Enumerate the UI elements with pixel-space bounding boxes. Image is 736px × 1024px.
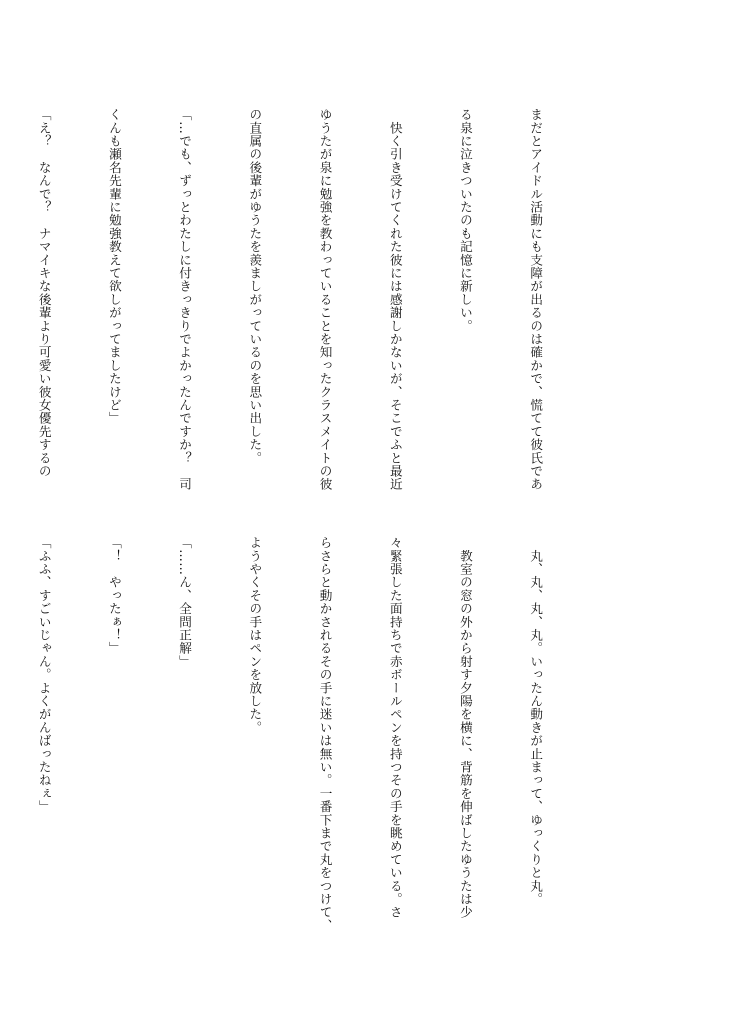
- text-block-upper: [36, 108, 594, 491]
- text-block-lower: [36, 536, 594, 932]
- text-line: 々緊張した面持ちで赤ボールペンを持つその手を眺めている。さ: [387, 536, 403, 919]
- text-line: くんも瀬名先輩に勉強教えて欲しがってましたけど」: [106, 108, 122, 425]
- text-line: 「…でも、ずっとわたしに付きっきりでよかったんですか？ 司: [177, 108, 193, 491]
- text-line: 快く引き受けてくれた彼には感謝しかないが、そこでふと最近: [387, 108, 403, 491]
- text-line: 「！ やったぁ！」: [106, 536, 122, 655]
- text-line: の直属の後輩がゆうたを羨ましがっているのを思い出した。: [247, 108, 263, 465]
- text-line: まだとアイドル活動にも支障が出るのは確かで、慌てて彼氏であ: [528, 108, 544, 491]
- text-line: る泉に泣きついたのも記憶に新しい。: [457, 108, 473, 333]
- text-line: 「ふふ、すごいじゃん。よくがんばったねぇ」: [36, 536, 52, 814]
- text-line: ようやくその手はペンを放した。: [247, 536, 263, 734]
- text-line: 丸、丸、丸、丸。いったん動きが止まって、ゆっくりと丸。: [528, 536, 544, 906]
- text-line: 「え？ なんで？ ナマイキな後輩より可愛い彼女優先するの: [36, 108, 52, 478]
- text-line: 「……ん、全問正解」: [177, 536, 193, 668]
- text-line: ゆうたが泉に勉強を教わっていることを知ったクラスメイトの彼: [317, 108, 333, 491]
- text-line: らさらと動かされるその手に迷いは無い。一番下まで丸をつけて、: [317, 536, 333, 932]
- text-line: 教室の窓の外から射す夕陽を横に、背筋を伸ばしたゆうたは少: [457, 536, 473, 919]
